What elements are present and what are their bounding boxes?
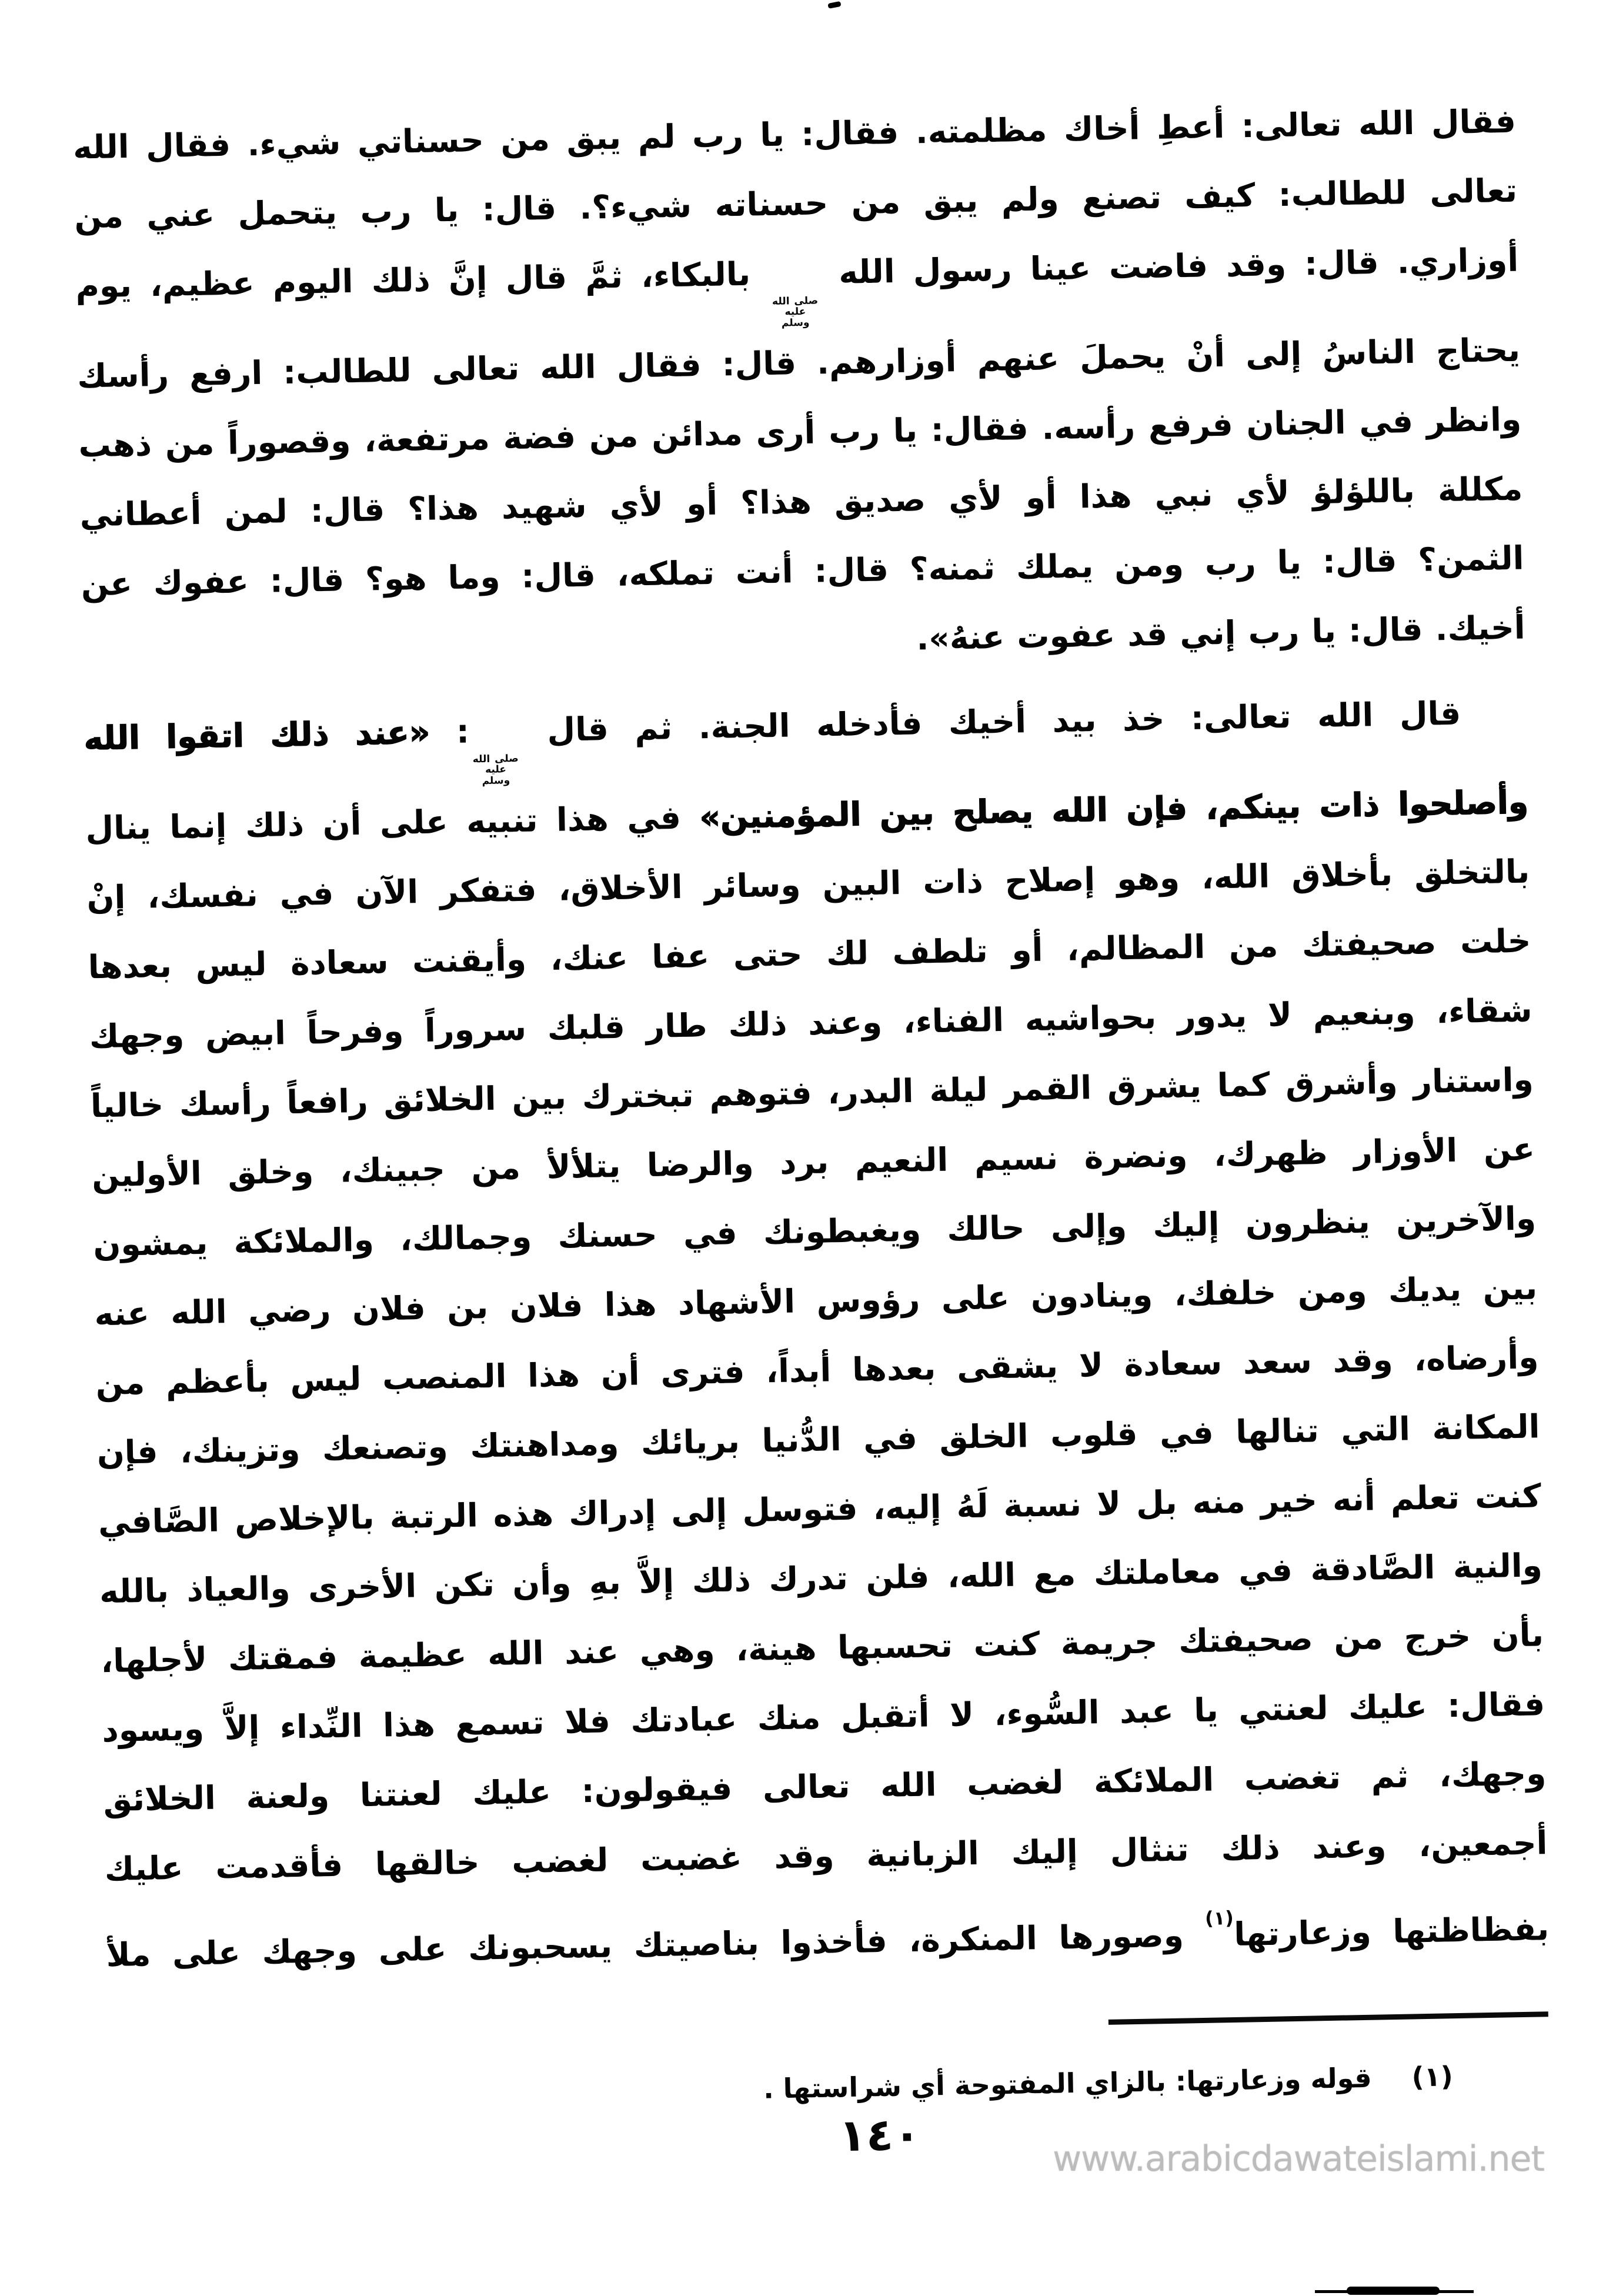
text-line: أجمعين، وعند ذلك تنثال إليك الزبانية وقد غضبت لغضب خالقها فأقدمت عليك bbox=[104, 1824, 1548, 1888]
text-line: تعالى للطالب: كيف تصنع ولم يبق من حسناته شيء؟. قال: يا رب يتحمل عني من bbox=[74, 171, 1518, 236]
salawat-row: وسلم bbox=[482, 775, 510, 787]
footnote-text: قوله وزعارتها: بالزاي المفتوحة أي شراستها . bbox=[763, 2061, 1373, 2105]
salawat-row: عليه bbox=[784, 306, 806, 318]
text-line: بالتخلق بأخلاق الله، وهو إصلاح ذات البين وسائر الأخلاق، فتفكر الآن في نفسك، إنْ bbox=[86, 852, 1530, 917]
text-line: أخيك. قال: يا رب إني قد عفوت عنهُ». bbox=[916, 608, 1526, 658]
text-line: شقاء، وبنعيم لا يدور بحواشيه الفناء، وعند ذلك طار قلبك سروراً وفرحاً ابيض وجهك bbox=[89, 991, 1533, 1056]
footnote-reference: (١) bbox=[1204, 1907, 1234, 1930]
body-text bbox=[72, 86, 1552, 2120]
text-line: خلت صحيفتك من المظالم، أو تلطف لك حتى عفا عنك، وأيقنت سعادة ليس بعدها bbox=[88, 922, 1531, 986]
website-watermark: www.arabicdawateislami.net bbox=[1053, 2138, 1544, 2180]
footnote-divider bbox=[1109, 2011, 1548, 2025]
text-line: مكللة باللؤلؤ لأي نبي هذا أو لأي صديق هذا؟ أو لأي شهيد هذا؟ قال: لمن أعطاني bbox=[79, 469, 1523, 534]
footnote bbox=[108, 2055, 1552, 2120]
text-line: فقال الله تعالى: أعطِ أخاك مظلمته. فقال: يا رب لم يبق من حسناتي شيء. فقال الله bbox=[72, 102, 1517, 166]
text-segment: في هذا تنبيه على أن ذلك إنما ينال bbox=[85, 799, 682, 847]
text-segment: بفظاظتها وزعارتها bbox=[1233, 1910, 1550, 1954]
salawat-row: وسلم bbox=[781, 316, 810, 329]
salawat-row: صلى الله bbox=[472, 753, 519, 766]
text-segment: بالبكاء، ثمَّ قال إنَّ ذلك اليوم عظيم، يوم bbox=[75, 255, 751, 305]
text-line: يحتاج الناسُ إلى أنْ يحملَ عنهم أوزارهم. قال: فقال الله تعالى للطالب: ارفع رأسك bbox=[76, 331, 1521, 395]
text-segment: : bbox=[456, 712, 470, 750]
hadith-quote-segment: «عند ذلك اتقوا الله bbox=[84, 713, 430, 757]
text-line: كنت تعلم أنه خير منه بل لا نسبة لَهُ إليه، فتوسل إلى إدراك هذه الرتبة بالإخلاص الصَّافي bbox=[98, 1477, 1542, 1541]
text-segment: وصورها المنكرة، فأخذوا بناصيتك يسحبونك على وجهك على ملأ bbox=[105, 1916, 1184, 1974]
text-line: وانظر في الجنان فرفع رأسه. فقال: يا رب أرى مدائن من فضة مرتفعة، وقصوراً من ذهب bbox=[78, 400, 1522, 465]
hadith-quote-segment: وأصلحوا ذات بينكم، فإن الله يصلح بين المؤمنين» bbox=[699, 783, 1529, 836]
salawat-row: صلى الله bbox=[772, 295, 819, 308]
text-line: المكانة التي تنالها في قلوب الخلق في الدُّنيا بريائك ومداهنتك وتصنعك وتزينك، فإن bbox=[96, 1407, 1541, 1472]
text-line: وأرضاه، وقد سعد سعادة لا يشقى بعدها أبداً، فترى أن هذا المنصب ليس بأعظم من bbox=[95, 1338, 1539, 1403]
text-line: بأن خرج من صحيفتك جريمة كنت تحسبها هينة، وهي عند الله عظيمة فمقتك لأجلها، bbox=[100, 1616, 1544, 1680]
text-line: بين يديك ومن خلفك، وينادون على رؤوس الأشهاد هذا فلان بن فلان رضي الله عنه bbox=[94, 1269, 1538, 1333]
text-line: وجهك، ثم تغضب الملائكة لغضب الله تعالى فيقولون: عليك لعنتنا ولعنة الخلائق bbox=[103, 1754, 1547, 1819]
text-line: والآخرين ينظرون إليك وإلى حالك ويغبطونك في حسنك وجمالك، والملائكة يمشون bbox=[92, 1199, 1537, 1264]
text-line: فقال: عليك لعنتي يا عبد السُّوء، لا أتقبل منك عبادتك فلا تسمع هذا النِّداء إلاَّ ويسود bbox=[101, 1685, 1545, 1750]
text-line: والنية الصَّادقة في معاملتك مع الله، فلن تدرك ذلك إلاَّ بهِ وأن تكن الأخرى والعياذ بالله bbox=[99, 1546, 1543, 1611]
scan-smudge-blob bbox=[1347, 2287, 1440, 2295]
salawat-symbol bbox=[769, 295, 822, 329]
page-number: ١٤٠ bbox=[838, 2107, 921, 2162]
scan-artifact-top bbox=[827, 1, 841, 9]
text-segment: قال الله تعالى: خذ بيد أخيك فأدخله الجنة. ثم قال bbox=[546, 694, 1461, 749]
footnote-marker: (١) bbox=[1411, 2060, 1454, 2093]
text-line: عن الأوزار ظهرك، ونضرة نسيم النعيم برد والرضا يتلألأ من جبينك، وخلق الأولين bbox=[91, 1130, 1535, 1194]
text-segment: أوزاري. قال: وقد فاضت عينا رسول الله bbox=[838, 241, 1519, 291]
text-line: الثمن؟ قال: يا رب ومن يملك ثمنه؟ قال: أنت تملكه، قال: وما هو؟ قال: عفوك عن bbox=[81, 539, 1524, 603]
salawat-symbol bbox=[470, 753, 522, 787]
text-line: واستنار وأشرق كما يشرق القمر ليلة البدر، فتوهم تبخترك بين الخلائق رافعاً رأسك خالياً bbox=[90, 1060, 1534, 1125]
salawat-row: عليه bbox=[485, 763, 507, 776]
